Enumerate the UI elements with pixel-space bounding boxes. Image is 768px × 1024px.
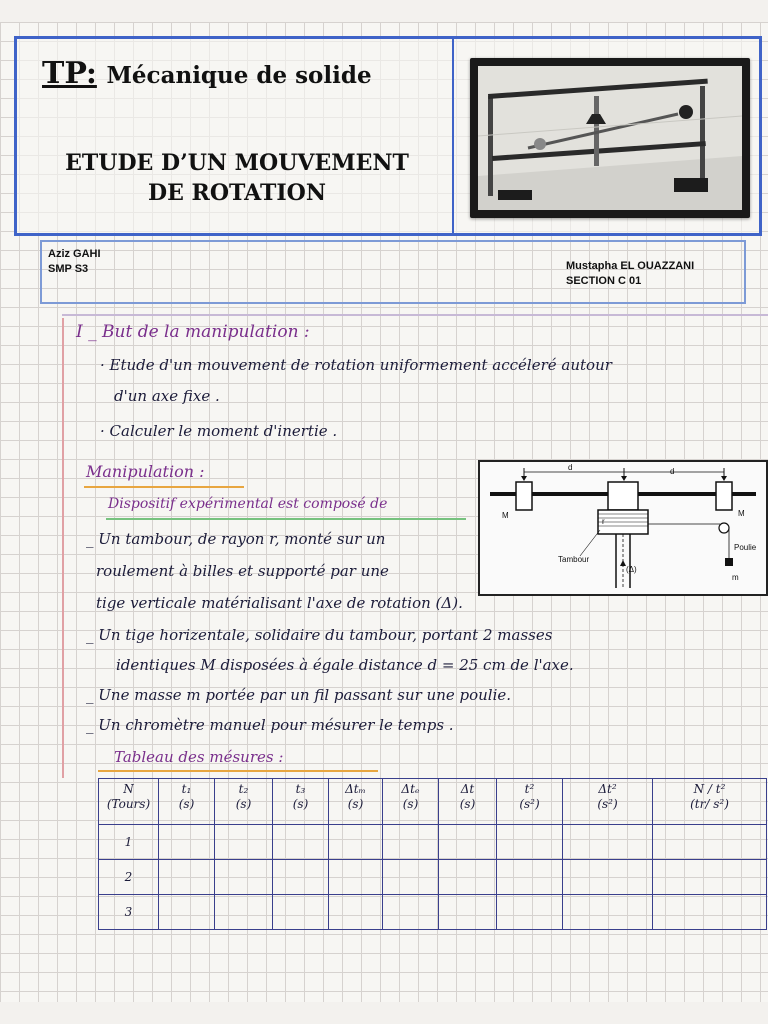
empty-cell [439, 860, 497, 895]
table-header-symbol: N [123, 782, 134, 796]
main-title [22, 148, 452, 208]
diagram-label-axis: (Δ) [626, 565, 637, 574]
row-number-cell: 1 [99, 825, 159, 860]
empty-cell [273, 825, 329, 860]
section1-title: I _ But de la manipulation : [76, 322, 310, 342]
apparatus-illustration [478, 66, 742, 210]
diagram-label-M-left: M [502, 511, 509, 520]
table-header-unit: (tr/ s²) [690, 797, 729, 811]
empty-cell [497, 895, 563, 930]
empty-cell [273, 895, 329, 930]
table-header-row [99, 779, 767, 825]
table-row [99, 825, 767, 860]
main-title-line2: DE ROTATION [148, 180, 326, 206]
teacher-info [566, 259, 694, 289]
empty-cell [653, 825, 767, 860]
apparatus-photo [470, 58, 750, 218]
empty-cell [383, 825, 439, 860]
table-header-cell [497, 779, 563, 825]
table-header-unit: (s) [402, 797, 419, 811]
diagram-label-tambour: Tambour [558, 555, 590, 564]
table-body [99, 825, 767, 930]
table-header-unit: (s) [347, 797, 364, 811]
empty-cell [383, 860, 439, 895]
page-top-rule [62, 314, 768, 316]
table-header-cell [273, 779, 329, 825]
row-number-cell: 3 [99, 895, 159, 930]
pulley-icon [719, 523, 729, 533]
table-header-cell [439, 779, 497, 825]
empty-cell [215, 825, 273, 860]
empty-cell [159, 825, 215, 860]
item1-line1: _ Un tambour, de rayon r, monté sur un [86, 530, 386, 548]
table-header-cell [159, 779, 215, 825]
bullet1-line1: · Etude d'un mouvement de rotation uniformement accéleré autour [100, 356, 612, 374]
table-header-unit: (s) [459, 797, 476, 811]
table-header-symbol: t₂ [238, 782, 249, 796]
table-header-symbol: Δt² [598, 782, 617, 796]
table-header-symbol: t² [524, 782, 535, 796]
table-header-symbol: N / t² [693, 782, 726, 796]
mass-left [516, 482, 532, 510]
item2-line1: _ Un tige horizentale, solidaire du tambour, portant 2 masses [86, 626, 553, 644]
empty-cell [329, 895, 383, 930]
diagram-label-M-right: M [738, 509, 745, 518]
bullet1-line2: d'un axe fixe . [114, 387, 220, 405]
dispositif-text: Dispositif expérimental est composé de [108, 496, 388, 512]
empty-cell [273, 860, 329, 895]
empty-cell [159, 895, 215, 930]
empty-cell [563, 895, 653, 930]
margin-line [62, 318, 64, 778]
empty-cell [497, 825, 563, 860]
empty-cell [159, 860, 215, 895]
table-row [99, 860, 767, 895]
table-row [99, 895, 767, 930]
manip-title: Manipulation : [86, 462, 205, 481]
main-title-line1: ETUDE D’UN MOUVEMENT [65, 150, 409, 176]
tp-label: TP: [42, 56, 97, 91]
empty-cell [563, 860, 653, 895]
apparatus-photo-image [478, 66, 742, 210]
empty-cell [439, 895, 497, 930]
apparatus-diagram [478, 460, 768, 596]
mass-right [716, 482, 732, 510]
table-header-unit: (Tours) [106, 797, 151, 811]
tp-title: Mécanique de solide [106, 62, 372, 89]
table-header-symbol: t₁ [181, 782, 192, 796]
diagram-label-poulie: Poulie [734, 543, 757, 552]
student-info [48, 247, 101, 277]
empty-cell [439, 825, 497, 860]
student-class: SMP S3 [48, 263, 89, 275]
table-header-unit: (s) [292, 797, 309, 811]
item1-line2: roulement à billes et supporté par une [96, 562, 389, 580]
table-header-cell [329, 779, 383, 825]
empty-cell [653, 895, 767, 930]
table-header-cell [99, 779, 159, 825]
table-header-symbol: t₃ [295, 782, 306, 796]
empty-cell [215, 895, 273, 930]
table-header-cell [653, 779, 767, 825]
row-number-cell: 2 [99, 860, 159, 895]
table-header-symbol: Δtₑ [401, 782, 420, 796]
diagram-label-r: r [602, 517, 605, 526]
bullet2: · Calculer le moment d'inertie . [100, 422, 338, 440]
apparatus-schematic [480, 462, 766, 594]
diagram-label-d2: d [670, 467, 675, 476]
item4: _ Un chromètre manuel pour mésurer le temps . [86, 716, 454, 734]
table-title-underline [98, 770, 378, 772]
hanging-mass [725, 558, 733, 566]
empty-cell [329, 860, 383, 895]
empty-cell [653, 860, 767, 895]
item2-line2: identiques M disposées à égale distance d = 25 cm de l'axe. [116, 656, 574, 674]
empty-cell [329, 825, 383, 860]
table-title: Tableau des mésures : [114, 748, 284, 766]
empty-cell [215, 860, 273, 895]
table-header-cell [215, 779, 273, 825]
measurements-table [98, 778, 767, 930]
teacher-name: Mustapha EL OUAZZANI [566, 260, 695, 272]
header-divider [452, 36, 454, 236]
table-header-symbol: Δt [460, 782, 475, 796]
diagram-label-m: m [732, 573, 739, 582]
diagram-label-d1: d [568, 463, 573, 472]
hub [608, 482, 638, 510]
manip-underline [84, 486, 244, 488]
dispositif-underline [106, 518, 466, 520]
table-header-cell [563, 779, 653, 825]
table-header-unit: (s²) [519, 797, 540, 811]
table-header-unit: (s²) [597, 797, 618, 811]
section-label: SECTION C 01 [566, 275, 642, 287]
tp-heading [42, 56, 372, 91]
table-header-cell [383, 779, 439, 825]
empty-cell [563, 825, 653, 860]
table-header-unit: (s) [178, 797, 195, 811]
item3: _ Une masse m portée par un fil passant sur une poulie. [86, 686, 512, 704]
empty-cell [497, 860, 563, 895]
table-header-unit: (s) [235, 797, 252, 811]
empty-cell [383, 895, 439, 930]
student-name: Aziz GAHI [48, 248, 101, 260]
item1-line3: tige verticale matérialisant l'axe de rotation (Δ). [96, 594, 463, 612]
table-header-symbol: Δtₘ [345, 782, 366, 796]
